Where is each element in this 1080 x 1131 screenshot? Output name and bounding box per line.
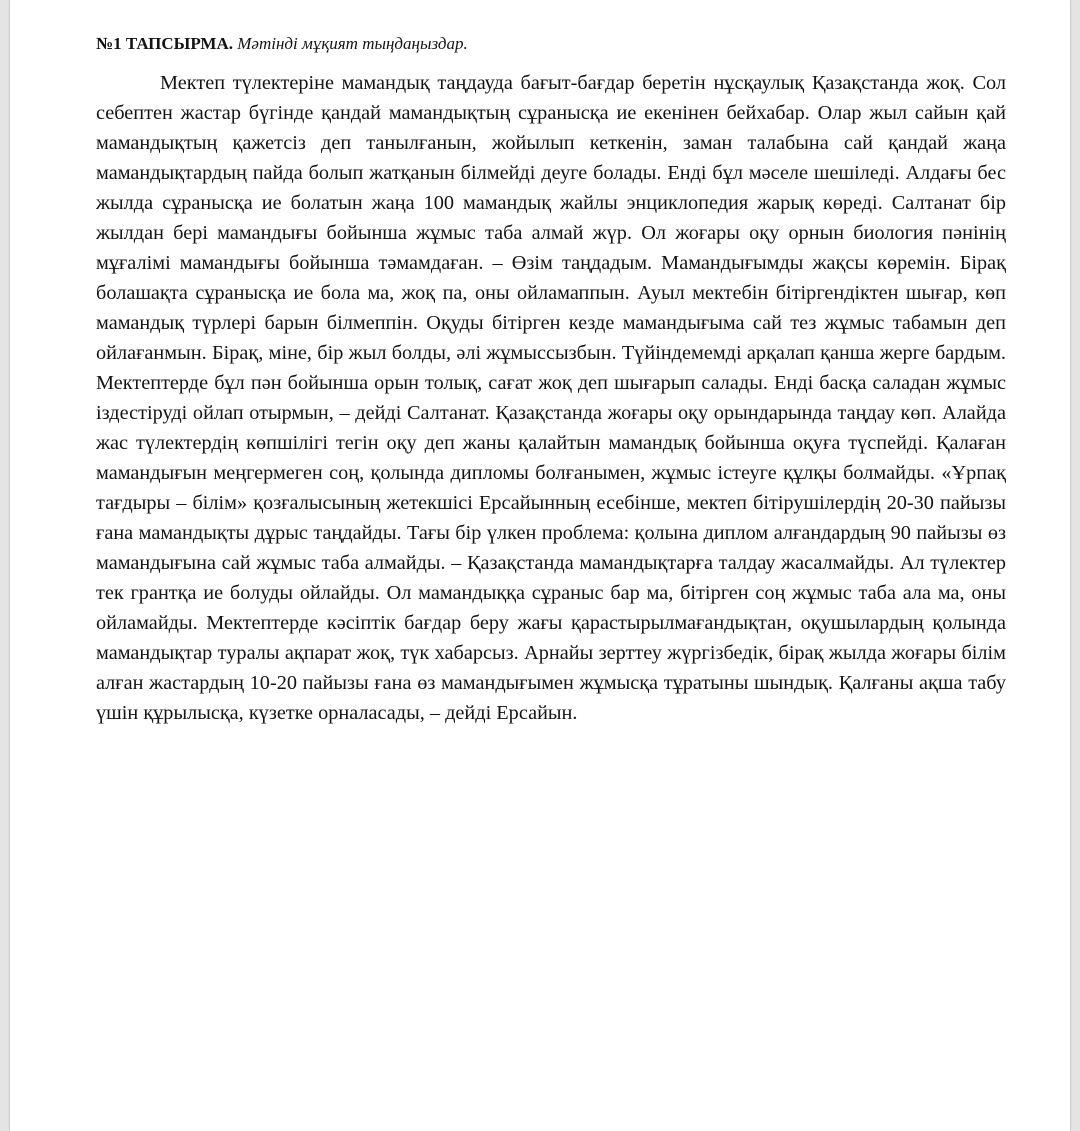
document-content	[96, 33, 1006, 728]
task-heading	[96, 33, 1006, 55]
document-page	[10, 0, 1070, 1131]
task-instruction: Мәтінді мұқият тыңдаңыздар.	[237, 34, 468, 53]
task-label: №1 ТАПСЫРМА.	[96, 34, 234, 53]
body-paragraph: Мектеп түлектеріне мамандық таңдауда бағыт-бағдар беретін нұсқаулық Қазақстанда жоқ. Сол себептен жастар бүгінде қандай мамандықтың сұранысқа ие екенінен бейхабар. Олар жыл сайын қай мамандықтың қажетсіз деп танылғанын, жойылып кеткенін, заман талабына сай қандай жаңа мамандықтардың пайда болып жатқанын білмейді деуге болады. Енді бұл мәселе шешіледі. Алдағы бес жылда сұранысқа ие болатын жаңа 100 мамандық жайлы энциклопедия жарық көреді. Салтанат бір жылдан бері мамандығы бойынша жұмыс таба алмай жүр. Ол жоғары оқу орнын биология пәнінің мұғалімі мамандығы бойынша тәмамдаған. – Өзім таңдадым. Мамандығымды жақсы көремін. Бірақ болашақта сұранысқа ие бола ма, жоқ па, оны ойламаппын. Ауыл мектебін бітіргендіктен шығар, көп мамандық түрлері барын білмеппін. Оқуды бітірген кезде мамандығыма сай тез жұмыс табамын деп ойлағанмын. Бірақ, міне, бір жыл болды, әлі жұмыссызбын. Түйіндемемді арқалап қанша жерге бардым. Мектептерде бұл пән бойынша орын толық, сағат жоқ деп шығарып салады. Енді басқа саладан жұмыс іздестіруді ойлап отырмын, – дейді Салтанат. Қазақстанда жоғары оқу орындарында таңдау көп. Алайда жас түлектердің көпшілігі тегін оқу деп жаны қалайтын мамандық бойынша оқуға түспейді. Қалаған мамандығын меңгермеген соң, қолында дипломы болғанымен, жұмыс істеуге құлқы болмайды. «Ұрпақ тағдыры – білім» қозғалысының жетекшісі Ерсайынның есебінше, мектеп бітірушілердің 20-30 пайызы ғана мамандықты дұрыс таңдайды. Тағы бір үлкен проблема: қолына диплом алғандардың 90 пайызы өз мамандығына сай жұмыс таба алмайды. – Қазақстанда мамандықтарға талдау жасалмайды. Ал түлектер тек грантқа ие болуды ойлайды. Ол мамандыққа сұраныс бар ма, бітірген соң жұмыс таба ала ма, оны ойламайды. Мектептерде кәсіптік бағдар беру жағы қарастырылмағандықтан, оқушылардың қолында мамандықтар туралы ақпарат жоқ, түк хабарсыз. Арнайы зерттеу жүргізбедік, бірақ жылда жоғары білім алған жастардың 10-20 пайызы ғана өз мамандығымен жұмысқа тұратыны шындық. Қалғаны ақша табу үшін құрылысқа, күзетке орналасады, – дейді Ерсайын.	[96, 72, 1006, 724]
